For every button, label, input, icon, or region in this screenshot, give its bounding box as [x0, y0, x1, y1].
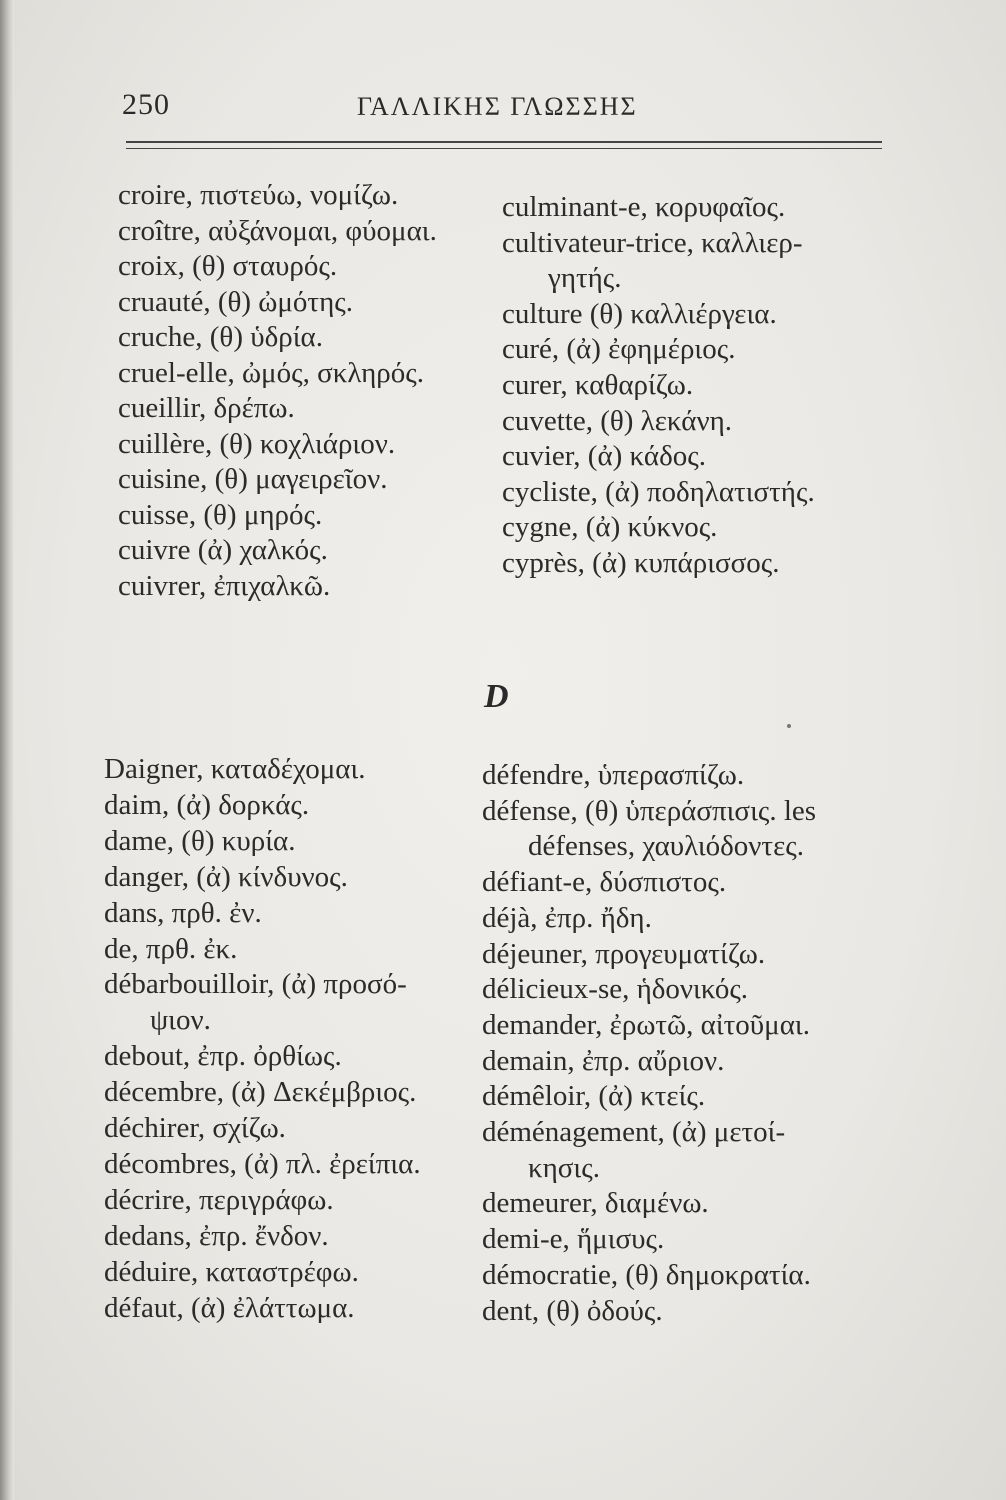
- dictionary-entry-continuation: κησις.: [528, 1151, 600, 1184]
- dictionary-entry: cultivateur-trice, καλλιερ-: [502, 226, 803, 259]
- section-letter-heading: D: [484, 678, 509, 715]
- dictionary-entry: décembre, (ἀ) Δεκέμβριος.: [104, 1076, 417, 1109]
- dictionary-entry: curer, καθαρίζω.: [502, 368, 694, 401]
- dictionary-entry: cuillère, (θ) κοχλιάριον.: [118, 427, 396, 460]
- dictionary-entry: démocratie, (θ) δημοκρατία.: [482, 1258, 811, 1291]
- dictionary-entry: cruauté, (θ) ὠμότης.: [118, 285, 353, 318]
- dictionary-entry: demi-e, ἥμισυς.: [482, 1223, 665, 1256]
- dictionary-entry: cruel-elle, ὠμός, σκληρός.: [118, 356, 425, 389]
- dictionary-entry: Daigner, καταδέχομαι.: [104, 753, 366, 785]
- dictionary-entry: démêloir, (ἀ) κτείς.: [482, 1080, 706, 1113]
- dictionary-entry: cycliste, (ἀ) ποδηλατιστής.: [502, 475, 815, 508]
- dictionary-entry: dent, (θ) ὀδούς.: [482, 1294, 663, 1327]
- dictionary-entry: debout, ἐπρ. ὀρθίως.: [104, 1040, 342, 1073]
- dictionary-entry: dedans, ἐπρ. ἔνδον.: [104, 1219, 329, 1252]
- column-bottom-left: [104, 752, 421, 1327]
- column-top-right: [502, 190, 815, 582]
- header-rule-thick: [126, 141, 882, 143]
- dictionary-entry: déchirer, σχίζω.: [104, 1112, 286, 1145]
- dictionary-entry: défense, (θ) ὑπεράσπισις. les: [482, 794, 817, 827]
- dictionary-entry: culture (θ) καλλιέργεια.: [502, 297, 777, 330]
- dictionary-entry: de, πρθ. ἐκ.: [104, 932, 238, 965]
- dictionary-entry: défaut, (ἀ) ἐλάττωμα.: [104, 1291, 355, 1324]
- dictionary-entry: décombres, (ἀ) πλ. ἐρείπια.: [104, 1147, 421, 1180]
- dictionary-entry: demain, ἐπρ. αὔριον.: [482, 1044, 725, 1077]
- dictionary-entry: croître, αὐξάνομαι, φύομαι.: [118, 214, 437, 247]
- page-gutter-edge: [0, 0, 14, 1500]
- page-header: [122, 88, 884, 128]
- dictionary-entry-continuation: défenses, χαυλιόδοντες.: [528, 830, 804, 863]
- dictionary-entry: cuivrer, ἐπιχαλκῶ.: [118, 569, 331, 602]
- column-bottom-right: [482, 758, 816, 1329]
- dictionary-entry: déjeuner, προγευματίζω.: [482, 937, 766, 970]
- dictionary-entry-continuation: γητής.: [548, 262, 622, 295]
- header-rule-thin: [126, 148, 882, 149]
- dictionary-entry: croire, πιστεύω, νομίζω.: [118, 179, 399, 211]
- dictionary-entry: cruche, (θ) ὑδρία.: [118, 321, 323, 353]
- dictionary-entry: cuivre (ἀ) χαλκός.: [118, 534, 328, 566]
- dictionary-entry: débarbouilloir, (ἀ) προσό-: [104, 968, 407, 1001]
- dictionary-entry: déduire, καταστρέφω.: [104, 1255, 359, 1288]
- dictionary-entry: cuisine, (θ) μαγειρεῖον.: [118, 463, 388, 495]
- dictionary-entry: déménagement, (ἀ) μετοί-: [482, 1116, 786, 1149]
- dictionary-entry: curé, (ἀ) ἐφημέριος.: [502, 333, 736, 366]
- dictionary-entry: décrire, περιγράφω.: [104, 1183, 334, 1216]
- column-top-left: [118, 178, 437, 604]
- dictionary-entry: dans, πρθ. ἐν.: [104, 896, 262, 929]
- dictionary-entry: demeurer, διαμένω.: [482, 1187, 709, 1220]
- dictionary-entry: délicieux-se, ἡδονικός.: [482, 973, 749, 1006]
- dictionary-entry: défendre, ὑπερασπίζω.: [482, 759, 745, 791]
- dictionary-entry: cygne, (ἀ) κύκνος.: [502, 511, 718, 544]
- dictionary-entry: culminant-e, κορυφαῖος.: [502, 191, 786, 223]
- dictionary-entry-continuation: ψιον.: [150, 1004, 211, 1037]
- dictionary-entry: cuisse, (θ) μηρός.: [118, 498, 323, 531]
- page-number: 250: [122, 88, 170, 121]
- dictionary-entry: cyprès, (ἀ) κυπάρισσος.: [502, 546, 780, 579]
- dictionary-entry: croix, (θ) σταυρός.: [118, 250, 338, 282]
- dictionary-entry: cuvette, (θ) λεκάνη.: [502, 404, 733, 437]
- running-title: ΓΑΛΛΙΚΗΣ ΓΛΩΣΣΗΣ: [357, 92, 638, 121]
- dictionary-entry: demander, ἐρωτῶ, αἰτοῦμαι.: [482, 1008, 810, 1041]
- paper-speck: [787, 724, 791, 728]
- dictionary-entry: défiant-e, δύσπιστος.: [482, 866, 727, 899]
- dictionary-entry: dame, (θ) κυρία.: [104, 824, 296, 857]
- dictionary-entry: cuvier, (ἀ) κάδος.: [502, 440, 707, 473]
- dictionary-entry: cueillir, δρέπω.: [118, 392, 295, 424]
- dictionary-entry: déjà, ἐπρ. ἤδη.: [482, 901, 652, 934]
- dictionary-entry: daim, (ἀ) δορκάς.: [104, 788, 310, 821]
- dictionary-entry: danger, (ἀ) κίνδυνος.: [104, 860, 348, 893]
